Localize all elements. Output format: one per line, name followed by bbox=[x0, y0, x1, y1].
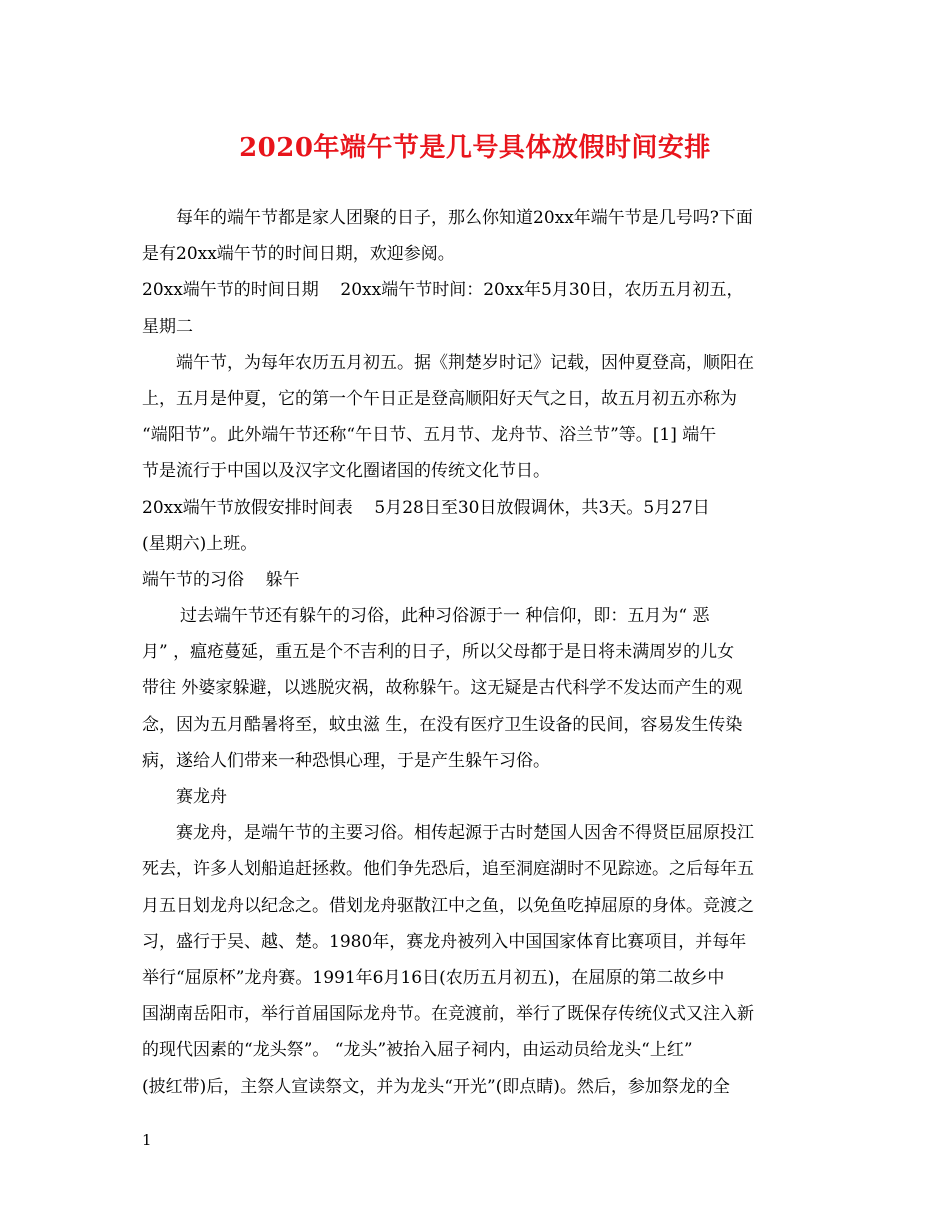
text-line: 每年的端午节都是家人团聚的日子，那么你知道20xx年端午节是几号吗?下面 bbox=[176, 208, 753, 228]
document-title: 2020年端午节是几号具体放假时间安排 bbox=[239, 133, 711, 163]
text-line: 举行“屈原杯”龙舟赛。1991年6月16日(农历五月初五)，在屈原的第二故乡中 bbox=[142, 967, 725, 988]
text-line: 赛龙舟 bbox=[176, 787, 227, 807]
text-line: 念，因为五月酷暑将至，蚊虫滋 生，在没有医疗卫生设备的民间，容易发生传染 bbox=[142, 714, 743, 735]
text-line: 赛龙舟，是端午节的主要习俗。相传起源于古时楚国人因舍不得贤臣屈原投江 bbox=[176, 823, 754, 844]
text-line: 月” ，瘟疮蔓延，重五是个不吉利的日子，所以父母都于是日将未满周岁的儿女 bbox=[142, 642, 735, 663]
text-line: 病，遂给人们带来一种恐惧心理，于是产生躲午习俗。 bbox=[142, 750, 550, 771]
text-line: 死去，许多人划船追赶拯救。他们争先恐后，追至洞庭湖时不见踪迹。之后每年五 bbox=[142, 859, 754, 880]
text-line: 月五日划龙舟以纪念之。借划龙舟驱散江中之鱼，以免鱼吃掉屈原的身体。竞渡之 bbox=[142, 895, 754, 916]
text-line: (星期六)上班。 bbox=[142, 533, 258, 554]
page-number: 1 bbox=[142, 1131, 152, 1149]
text-line: 节是流行于中国以及汉字文化圈诸国的传统文化节日。 bbox=[142, 461, 550, 482]
text-line: 端午节的习俗 躲午 bbox=[142, 569, 300, 590]
text-line: 20xx端午节放假安排时间表 5月28日至30日放假调休，共3天。5月27日 bbox=[142, 497, 710, 518]
text-line: 端午节，为每年农历五月初五。据《荆楚岁时记》记载，因仲夏登高，顺阳在 bbox=[176, 352, 754, 373]
text-line: 带往 外婆家躲避，以逃脱灾祸，故称躲午。这无疑是古代科学不发达而产生的观 bbox=[142, 678, 743, 699]
text-line: 20xx端午节的时间日期 20xx端午节时间：20xx年5月30日，农历五月初五， bbox=[142, 280, 744, 301]
text-line: 星期二 bbox=[142, 316, 193, 337]
text-line: “端阳节”。此外端午节还称“午日节、五月节、龙舟节、浴兰节”等。[1] 端午 bbox=[142, 425, 717, 446]
text-line: 上，五月是仲夏，它的第一个午日正是登高顺阳好天气之日，故五月初五亦称为 bbox=[142, 388, 737, 409]
text-line: 国湖南岳阳市，举行首届国际龙舟节。在竞渡前，举行了既保存传统仪式又注入新 bbox=[142, 1004, 754, 1025]
text-line: 的现代因素的“龙头祭”。 “龙头”被抬入屈子祠内，由运动员给龙头“上红” bbox=[142, 1040, 693, 1061]
text-line: (披红带)后，主祭人宣读祭文，并为龙头“开光”(即点睛)。然后，参加祭龙的全 bbox=[142, 1076, 730, 1097]
text-line: 过去端午节还有躲午的习俗，此种习俗源于一 种信仰，即：五月为“ 恶 bbox=[180, 606, 710, 627]
text-line: 是有20xx端午节的时间日期，欢迎参阅。 bbox=[142, 244, 455, 265]
document-body bbox=[142, 200, 810, 1105]
text-line: 习，盛行于吴、越、楚。1980年，赛龙舟被列入中国国家体育比赛项目，并每年 bbox=[142, 931, 747, 952]
